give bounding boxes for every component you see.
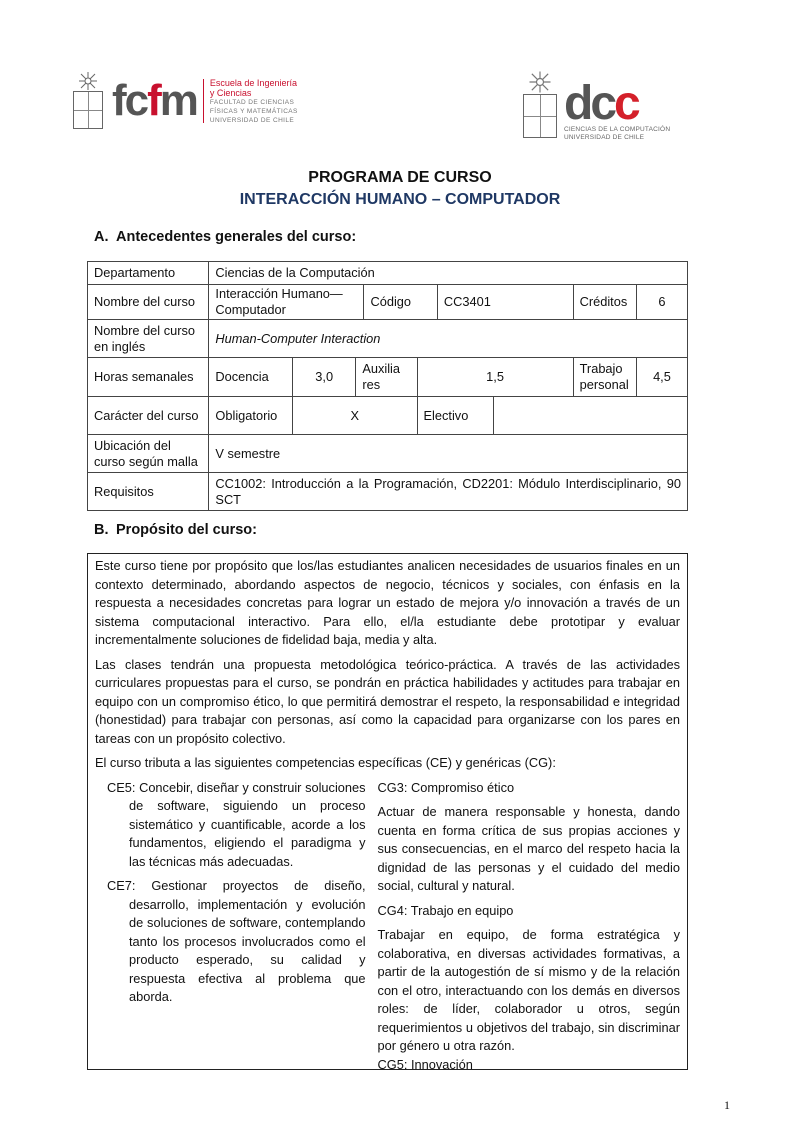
competency-cg4-description: Trabajar en equipo, de forma estratégica y colaborativa, en diversas actividades formativas, a partir de la autogestión de sí mismo y de la relación con el otro, interactuando con los demás en diversos roles: de líder, colaborador u otros, según requerimientos u objetivos del trabajo, sin discriminar por género u otra razón.: [377, 927, 680, 1053]
trabajo-value: 4,5: [636, 358, 687, 397]
docencia-label: Docencia: [209, 358, 293, 397]
departamento-label: Departamento: [88, 262, 209, 285]
purpose-paragraph: Este curso tiene por propósito que los/las estudiantes analicen necesidades de usuarios finales en un contexto determinado, abordando aspectos de negocio, técnicos y sociales, con énfasis en la respuesta a necesidades concretas para lograr un estado de mejora y/o innovación a través de un sistema computacional interactivo. Para ello, el/la estudiante debe prototipar y evaluar incrementalmente soluciones de fidelidad baja, media y alta.: [95, 558, 680, 647]
trabajo-label: Trabajo personal: [573, 358, 636, 397]
fcfm-line4: FÍSICAS Y MATEMÁTICAS: [209, 107, 298, 115]
university-crest-icon: [70, 71, 106, 131]
competency-ce7: CE7: Gestionar proyectos de diseño, desarrollo, implementación y evolución de soluciones de software, contemplando tanto los procesos involucrados como el producto esperado, su calidad y respuesta efectiva al problema que aborda.: [107, 878, 366, 1004]
dcc-wordmark: dcc: [564, 77, 638, 130]
section-a-heading: [94, 229, 356, 245]
section-b-heading: [94, 522, 257, 538]
fcfm-line1: Escuela de Ingeniería: [209, 77, 297, 88]
competency-cg3-description: Actuar de manera responsable y honesta, dando cuenta en forma crítica de sus propias acciones y sus consecuencias, en el marco del respeto hacia la dignidad de las personas y el cuidado del medio social, cultural y natural.: [377, 804, 680, 893]
university-crest-icon: [520, 70, 560, 140]
requisitos-value: CC1002: Introducción a la Programación, CD2201: Módulo Interdisciplinario, 90 SCT: [209, 473, 688, 511]
section-a-letter: A.: [94, 229, 109, 245]
dcc-line2: UNIVERSIDAD DE CHILE: [564, 134, 645, 141]
electivo-mark: [494, 397, 688, 435]
purpose-paragraph: Las clases tendrán una propuesta metodológica teórico-práctica. A través de las actividades curriculares propuestas para el curso, se pondrán en práctica habilidades y actitudes para trabajar en equipo con un compromiso ético, lo que permitirá demostrar el respeto, la responsabilidad e integridad (honestidad) para trabajar con personas, así como la capacidad para organizarse con los pares en tareas con un propósito colectivo.: [95, 656, 680, 746]
auxiliares-value: 1,5: [417, 358, 573, 397]
document-title: PROGRAMA DE CURSO: [308, 169, 492, 186]
auxiliares-label: Auxilia res: [356, 358, 417, 397]
competency-cg4-title: CG4: Trabajo en equipo: [377, 902, 514, 918]
dcc-logo: [520, 70, 670, 142]
course-info-table: [87, 261, 688, 511]
sun-rays-icon: [76, 71, 100, 91]
departamento-value: Ciencias de la Computación: [209, 262, 688, 285]
fcfm-logo-text: [210, 78, 298, 125]
codigo-value: CC3401: [437, 285, 573, 320]
dcc-logo-text: [564, 126, 670, 142]
logo-divider: [203, 79, 204, 123]
section-a-title: Antecedentes generales del curso:: [116, 229, 357, 245]
competency-cg5-title: CG5: Innovación: [377, 1056, 473, 1072]
ubicacion-value: V semestre: [209, 435, 688, 473]
competency-ce5: CE5: Concebir, diseñar y construir soluciones de software, siguiendo un proceso sistemático y cuantificable, acorde a los fundamentos, eligiendo el paradigma y las técnicas más adecuadas.: [107, 779, 366, 869]
docencia-value: 3,0: [293, 358, 356, 397]
table-row-requisitos: [88, 473, 688, 511]
shield-icon: [523, 94, 557, 138]
specific-competencies: [95, 779, 366, 1081]
competency-cg3-title: CG3: Compromiso ético: [377, 779, 515, 795]
table-row-ubicacion: [88, 435, 688, 473]
table-row-departamento: [88, 262, 688, 285]
table-row-nombre-ingles: [88, 320, 688, 358]
table-row-nombre: [88, 285, 688, 320]
section-b-letter: B.: [94, 522, 109, 538]
fcfm-logo: [70, 70, 298, 132]
creditos-label: Créditos: [573, 285, 636, 320]
nombre-value: Interacción Humano—Computador: [209, 285, 364, 320]
nombre-ingles-label: Nombre del curso en inglés: [88, 320, 209, 358]
obligatorio-label: Obligatorio: [209, 397, 293, 435]
ubicacion-label: Ubicación del curso según malla: [88, 435, 209, 473]
nombre-ingles-value: Human-Computer Interaction: [209, 320, 688, 358]
generic-competencies: [366, 779, 680, 1081]
competencies-columns: [95, 779, 680, 1081]
codigo-label: Código: [364, 285, 437, 320]
nombre-label: Nombre del curso: [88, 285, 209, 320]
obligatorio-mark: X: [293, 397, 417, 435]
fcfm-line2: y Ciencias: [209, 87, 252, 98]
section-b-title: Propósito del curso:: [116, 522, 257, 538]
purpose-box: [87, 553, 688, 1070]
caracter-label: Carácter del curso: [88, 397, 209, 435]
fcfm-line5: UNIVERSIDAD DE CHILE: [209, 116, 295, 124]
electivo-label: Electivo: [417, 397, 494, 435]
sun-rays-icon: [526, 70, 554, 94]
fcfm-line3: FACULTAD DE CIENCIAS: [209, 98, 295, 106]
purpose-paragraph: El curso tributa a las siguientes competencias específicas (CE) y genéricas (CG):: [95, 755, 556, 770]
requisitos-label: Requisitos: [88, 473, 209, 511]
table-row-horas: [88, 358, 688, 397]
course-title: INTERACCIÓN HUMANO – COMPUTADOR: [239, 191, 561, 208]
fcfm-wordmark: fcfm: [112, 76, 197, 125]
creditos-value: 6: [636, 285, 687, 320]
table-row-caracter: [88, 397, 688, 435]
shield-icon: [73, 91, 103, 129]
horas-label: Horas semanales: [88, 358, 209, 397]
page-number: 1: [724, 1098, 730, 1112]
dcc-line1: CIENCIAS DE LA COMPUTACIÓN: [564, 126, 671, 133]
